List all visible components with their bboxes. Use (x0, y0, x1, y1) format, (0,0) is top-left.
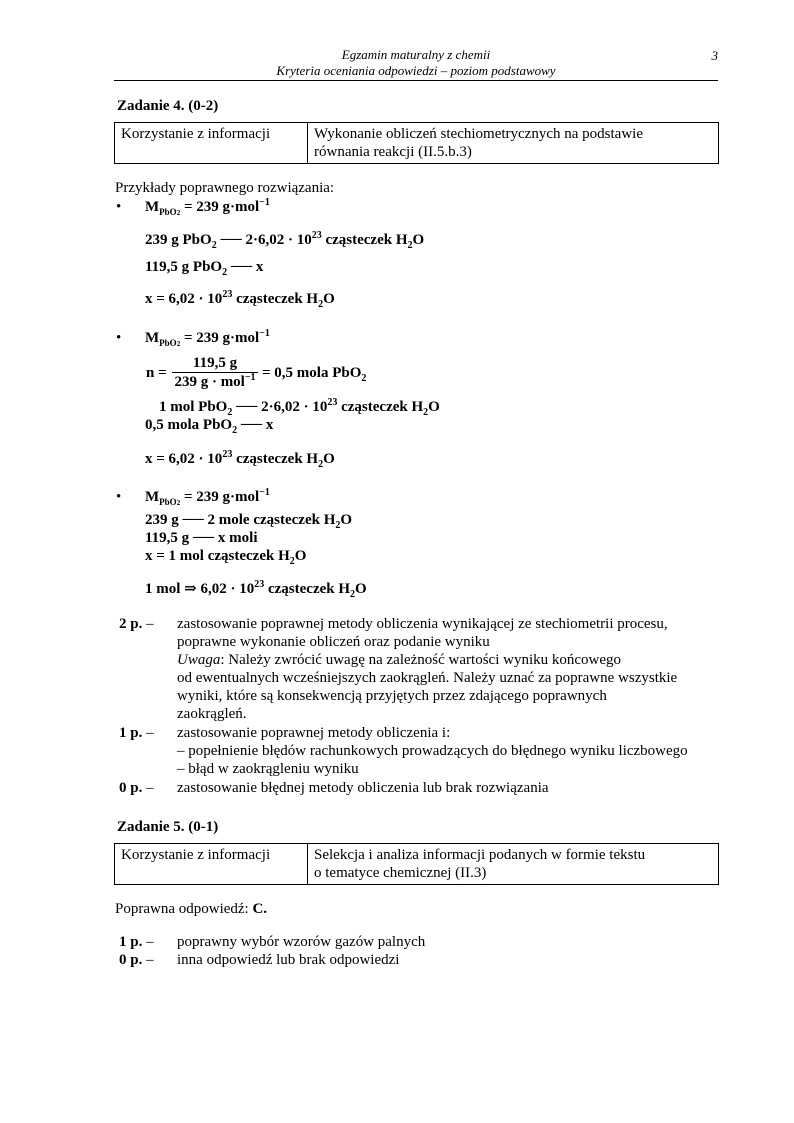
solution1-bullet: • (116, 199, 122, 215)
solution1-proportion-line2: 119,5 g PbO$_2$ ── x (145, 259, 264, 278)
task5-scoring (119, 933, 719, 973)
task4-info-category: Korzystanie z informacji (115, 123, 308, 164)
solution3-molar-mass: $M_{PbO2} = 239$ g·mol$^{-1}$ (145, 487, 270, 507)
solution3-line2: 119,5 g ── x moli (145, 530, 258, 546)
task5-score-0p-text: inna odpowiedź lub brak odpowiedzi (177, 952, 400, 968)
score-1p-text: zastosowanie poprawnej metody obliczenia i: – popełnienie błędów rachunkowych prowadzących do błędnego wyniku liczbowego – błąd w zaokrągleniu wyniku (177, 725, 688, 777)
task5-info-requirement (308, 844, 719, 885)
score-2p-note: Uwaga: Należy zwrócić uwagę na zależność wartości wyniku końcowego (177, 652, 622, 668)
score-2p-label: 2 p. – (119, 616, 154, 632)
solution2-result: $x = 6,02 \cdot 10^{23}$ cząsteczek $H_2O$ (145, 449, 335, 470)
task5-requirement-line2: o tematyce chemicznej (II.3) (314, 865, 487, 881)
task4-title: Zadanie 4. (0-2) (117, 98, 219, 114)
task5-answer: Poprawna odpowiedź: C. (115, 901, 268, 917)
score-0p-label: 0 p. – (119, 780, 154, 796)
task5-score-1p-text: poprawny wybór wzorów gazów palnych (177, 934, 426, 950)
page-header (114, 47, 718, 79)
task5-title: Zadanie 5. (0-1) (117, 819, 219, 835)
fraction-numerator: 119,5 g (192, 355, 238, 371)
solution2-n-label: n = (146, 365, 167, 381)
solution1-molar-mass: $M_{PbO2} = 239$ g·mol$^{-1}$ (145, 197, 270, 217)
header-subtitle: Kryteria oceniania odpowiedzi – poziom podstawowy (276, 63, 556, 78)
solution1-proportion-line1: 239 g PbO$_2$ ── $2\cdot 6,02 \cdot 10^{23}$ cząsteczek $H_2O$ (145, 230, 425, 251)
solution2-n-result: = 0,5 mola PbO$_2$ (262, 365, 367, 384)
task4-info-requirement (308, 123, 719, 164)
header-exam-title: Egzamin maturalny z chemii (341, 47, 491, 62)
solution3-bullet: • (116, 489, 122, 505)
header-divider (114, 80, 718, 81)
task4-scoring (119, 615, 719, 795)
task4-requirement-line2: równania reakcji (II.5.b.3) (314, 144, 472, 160)
solution2-bullet: • (116, 330, 122, 346)
score-2p-text: zastosowanie poprawnej metody obliczenia wynikającej ze stechiometrii procesu, poprawne wykonanie obliczeń oraz podanie wyniku Uwaga: Należy zwrócić uwagę na zależność wartości wyniku końcowego od ewentualnych wcześniejszych zaokrągleń. Należy uznać za poprawne wszystkie wyniki, które są konsekwencją przyjętych przez zdającego poprawnych zaokrągleń. (177, 615, 713, 723)
task5-score-1p-label: 1 p. – (119, 934, 154, 950)
score-0p-text: zastosowanie błędnej metody obliczenia lub brak rozwiązania (177, 780, 549, 796)
examples-label: Przykłady poprawnego rozwiązania: (115, 180, 335, 196)
solution2-fraction (172, 354, 258, 391)
score-1p-label: 1 p. – (119, 725, 154, 741)
task4-requirement-line1: Wykonanie obliczeń stechiometrycznych na podstawie (314, 126, 643, 142)
task5-score-0p-label: 0 p. – (119, 952, 154, 968)
page-number: 3 (711, 48, 718, 63)
solution3-line3: x = 1 mol cząsteczek $H_2O$ (145, 548, 307, 567)
solution3-line1: 239 g ── 2 mole cząsteczek $H_2O$ (145, 512, 353, 531)
task5-requirement-line1: Selekcja i analiza informacji podanych w formie tekstu (314, 847, 646, 863)
solution1-result: $x = 6,02 \cdot 10^{23}$ cząsteczek $H_2O$ (145, 289, 335, 310)
task5-info-table (114, 843, 719, 885)
solution2-proportion-line1: 1 mol PbO$_2$ ── $2\cdot 6,02 \cdot 10^{23}$ cząsteczek $H_2O$ (159, 397, 440, 418)
fraction-denominator: 239 g · mol$^{-1}$ (172, 372, 258, 391)
solution3-result: 1 mol ⇒ $6,02 \cdot 10^{23}$ cząsteczek $H_2O$ (145, 579, 367, 600)
task5-info-category: Korzystanie z informacji (115, 844, 308, 885)
solution2-proportion-line2: 0,5 mola PbO$_2$ ── x (145, 417, 274, 436)
task4-info-table (114, 122, 719, 164)
solution2-molar-mass: $M_{PbO2} = 239$ g·mol$^{-1}$ (145, 328, 270, 348)
